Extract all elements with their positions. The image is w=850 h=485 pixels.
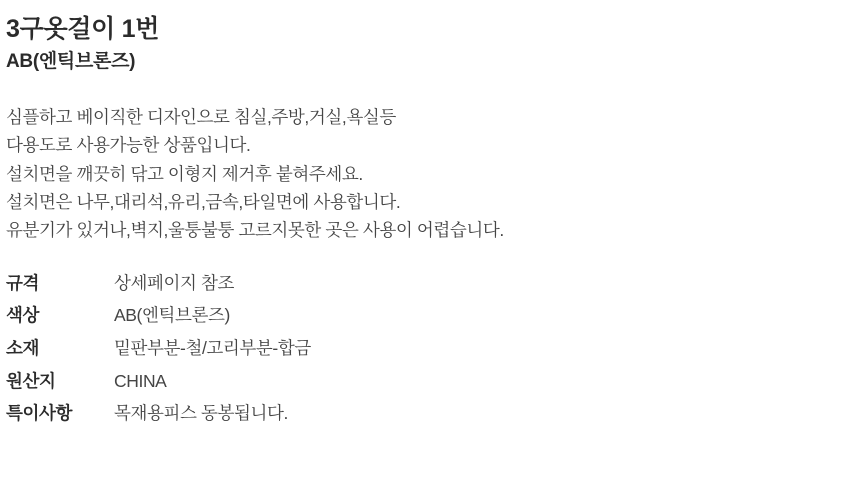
specification-table	[6, 272, 311, 435]
description-line: 다용도로 사용가능한 상품입니다.	[6, 135, 251, 156]
description-line: 설치면은 나무,대리석,유리,금속,타일면에 사용합니다.	[6, 191, 401, 212]
table-row	[6, 402, 311, 435]
table-row	[6, 370, 311, 403]
spec-value: 상세페이지 참조	[114, 272, 234, 293]
spec-label: 특이사항	[6, 403, 73, 424]
product-subtitle: AB(엔틱브론즈)	[6, 51, 136, 73]
spec-value: 목재용피스 동봉됩니다.	[114, 403, 288, 424]
spec-label: 색상	[6, 305, 40, 326]
spec-value: 밑판부분-철/고리부분-합금	[114, 337, 311, 358]
table-row	[6, 337, 311, 370]
spec-value: CHINA	[114, 370, 167, 391]
spec-label: 소재	[6, 337, 40, 358]
description-line: 설치면을 깨끗히 닦고 이형지 제거후 붙혀주세요.	[6, 163, 363, 184]
spec-label: 원산지	[6, 370, 56, 391]
spec-label: 규격	[6, 272, 40, 293]
description-line: 심플하고 베이직한 디자인으로 침실,주방,거실,욕실등	[6, 106, 396, 127]
product-title: 3구옷걸이 1번	[6, 15, 160, 43]
description-line: 유분기가 있거나,벽지,울퉁불퉁 고르지못한 곳은 사용이 어렵습니다.	[6, 220, 504, 241]
spec-value: AB(엔틱브론즈)	[114, 305, 230, 326]
table-row	[6, 272, 311, 305]
table-row	[6, 304, 311, 337]
product-description	[6, 103, 850, 245]
